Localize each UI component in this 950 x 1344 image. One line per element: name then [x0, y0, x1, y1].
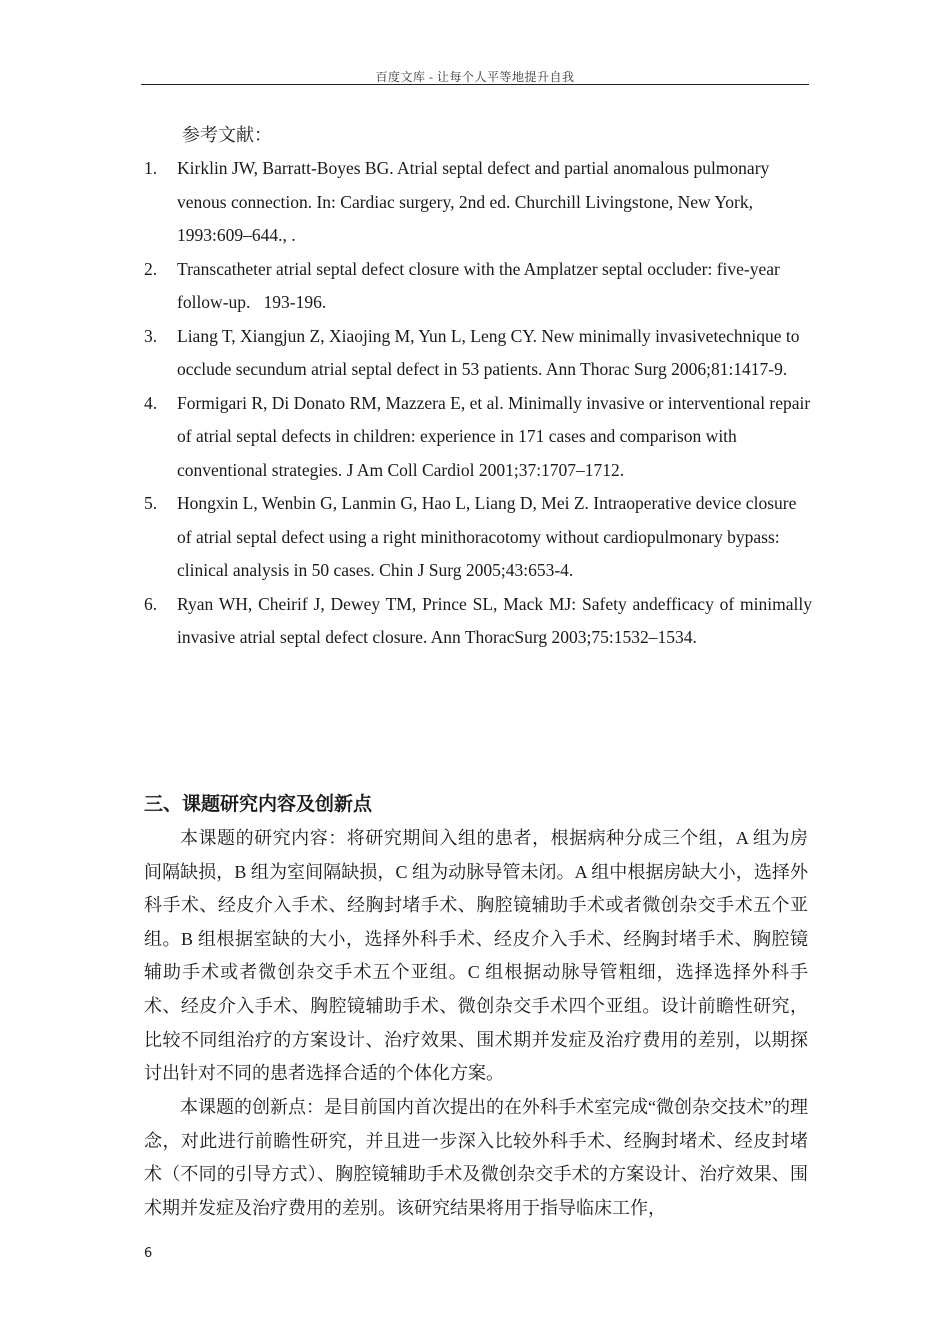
section-title: 三、课题研究内容及创新点: [144, 793, 373, 815]
reference-text: Liang T, Xiangjun Z, Xiaojing M, Yun L, Leng CY. New minimally invasivetechnique to occlude secundum atrial septal defect in 53 patients. Ann Thorac Surg 2006;81:1417-9.: [177, 325, 800, 379]
header-rule: [141, 84, 809, 85]
reference-list: [144, 152, 812, 655]
reference-item-4: [144, 387, 812, 488]
research-content-paragraph: 本课题的研究内容：将研究期间入组的患者，根据病种分成三个组，A 组为房间隔缺损，B 组为室间隔缺损，C 组为动脉导管未闭。A 组中根据房缺大小，选择外科手术、经皮介入手术、经胸封堵手术、胸腔镜辅助手术或者微创杂交手术五个亚组。B 组根据室缺的大小，选择外科手术、经皮介入手术、经胸封堵手术、胸腔镜辅助手术或者微创杂交手术五个亚组。C 组根据动脉导管粗细，选择选择外科手术、经皮介入手术、胸腔镜辅助手术、微创杂交手术四个亚组。设计前瞻性研究，比较不同组治疗的方案设计、治疗效果、围术期并发症及治疗费用的差别，以期探讨出针对不同的患者选择合适的个体化方案。: [144, 828, 808, 1084]
reference-number: 5.: [144, 493, 158, 513]
reference-text: Transcatheter atrial septal defect closure with the Amplatzer septal occluder: five-year follow-up. 193-196.: [177, 258, 780, 312]
reference-item-3: [144, 320, 812, 387]
reference-item-1: [144, 152, 812, 253]
page-header: 百度文库 - 让每个人平等地提升自我: [375, 70, 575, 84]
reference-item-2: [144, 253, 812, 320]
page-number: 6: [144, 1246, 153, 1261]
innovation-paragraph: 本课题的创新点：是目前国内首次提出的在外科手术室完成“微创杂交技术”的理念，对此进行前瞻性研究，并且进一步深入比较外科手术、经胸封堵术、经皮封堵术（不同的引导方式）、胸腔镜辅助手术及微创杂交手术的方案设计、治疗效果、围术期并发症及治疗费用的差别。该研究结果将用于指导临床工作，: [144, 1097, 808, 1218]
reference-item-6: [144, 588, 812, 655]
reference-text: Formigari R, Di Donato RM, Mazzera E, et al. Minimally invasive or interventional repair of atrial septal defects in children: experience in 171 cases and comparison with conventional strategies. J Am Coll Cardiol 2001;37:1707–1712.: [177, 392, 811, 480]
reference-number: 2.: [144, 258, 158, 279]
reference-item-5: [144, 487, 812, 588]
reference-text: Ryan WH, Cheirif J, Dewey TM, Prince SL, Mack MJ: Safety andefficacy of minimally invasive atrial septal defect closure. Ann ThoracSurg 2003;75:1532–1534.: [177, 593, 812, 647]
reference-text: Hongxin L, Wenbin G, Lanmin G, Hao L, Liang D, Mei Z. Intraoperative device closure of atrial septal defect using a right minithoracotomy without cardiopulmonary bypass: clinical analysis in 50 cases. Chin J Surg 2005;43:653-4.: [177, 493, 797, 580]
reference-number: 6.: [144, 593, 158, 614]
reference-number: 1.: [144, 158, 158, 178]
reference-number: 4.: [144, 392, 158, 413]
reference-number: 3.: [144, 325, 158, 346]
references-heading: 参考文献：: [182, 125, 272, 145]
reference-text: Kirklin JW, Barratt-Boyes BG. Atrial septal defect and partial anomalous pulmonary venous connection. In: Cardiac surgery, 2nd ed. Churchill Livingstone, New York, 1993:609–644., .: [177, 158, 770, 245]
